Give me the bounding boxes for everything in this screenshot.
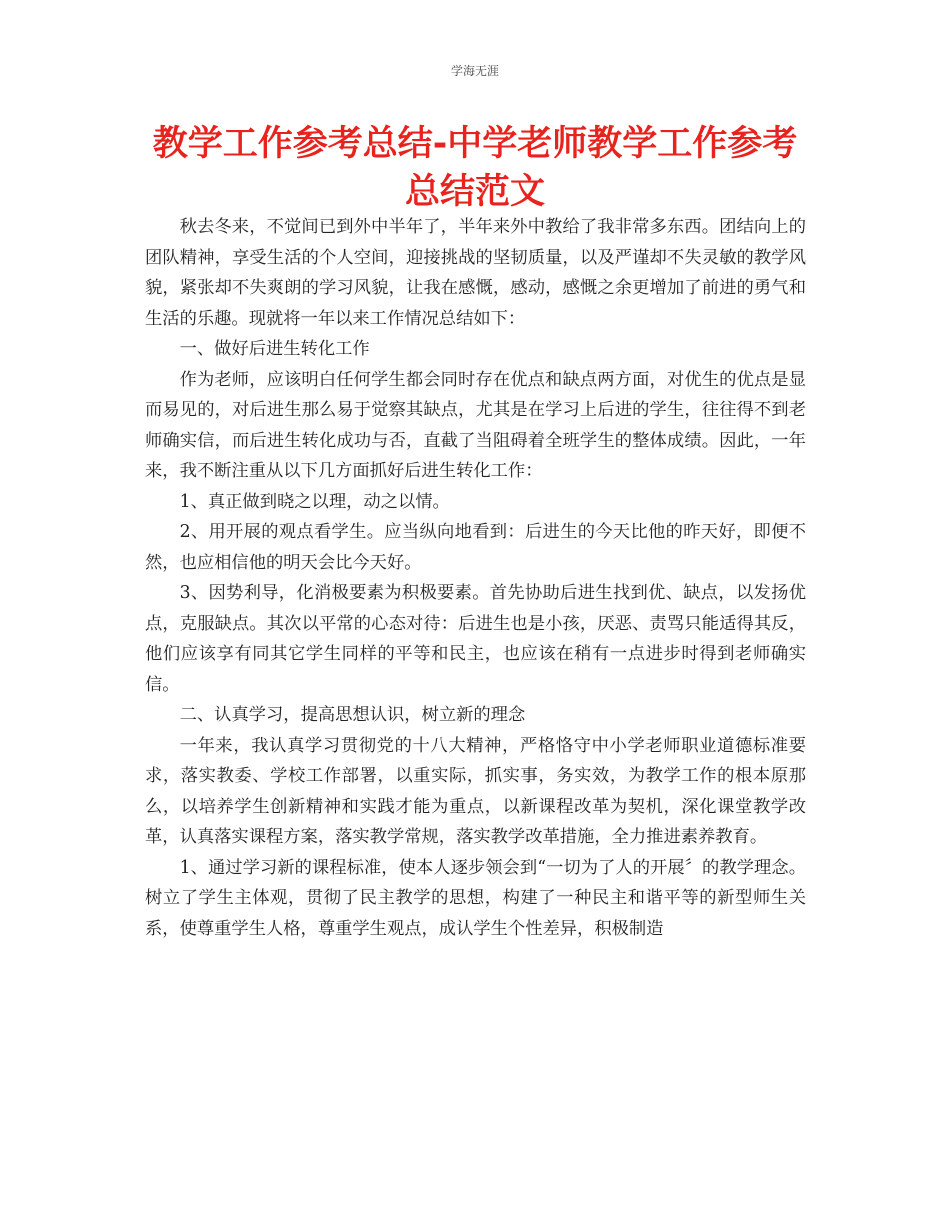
list-item: 1、通过学习新的课程标准，使本人逐步领会到“一切为了人的开展〞的教学理念。树立了学生主体观，贯彻了民主教学的思想，构建了一种民主和谐平等的新型师生关系，使尊重学生人格，尊重学生观点，成认学生个性差异，积极制造: [145, 857, 806, 939]
list-item: 2、用开展的观点看学生。应当纵向地看到：后进生的今天比他的昨天好，即便不然，也应相信他的明天会比今天好。: [145, 522, 806, 573]
paragraph: 一年来，我认真学习贯彻党的十八大精神，严格恪守中小学老师职业道德标准要求，落实教委、学校工作部署，以重实际，抓实事，务实效，为教学工作的根本原那么，以培养学生创新精神和实践才能为重点，以新课程改革为契机，深化课堂教学改革，认真落实课程方案，落实教学常规，落实教学改革措施，全力推进素养教育。: [145, 735, 806, 847]
document-body: [145, 212, 806, 944]
page-header: 学海无涯: [450, 64, 499, 78]
section-heading-1: 一、做好后进生转化工作: [179, 339, 370, 359]
paragraph-intro: 秋去冬来，不觉间已到外中半年了，半年来外中教给了我非常多东西。团结向上的团队精神，享受生活的个人空间，迎接挑战的坚韧质量，以及严谨却不失灵敏的教学风貌，紧张却不失爽朗的学习风貌，让我在感慨，感动，感慨之余更增加了前进的勇气和生活的乐趣。现就将一年以来工作情况总结如下：: [145, 217, 806, 329]
document-title: 教学工作参考总结-中学老师教学工作参考总结范文: [152, 124, 798, 212]
list-item: 1、真正做到晓之以理，动之以情。: [179, 491, 450, 512]
paragraph: 作为老师，应该明白任何学生都会同时存在优点和缺点两方面，对优生的优点是显而易见的，对后进生那么易于觉察其缺点，尤其是在学习上后进的学生，往往得不到老师确实信，而后进生转化成功与否，直截了当阻碍着全班学生的整体成绩。因此，一年来，我不断注重从以下几方面抓好后进生转化工作：: [145, 369, 806, 481]
list-item: 3、因势利导，化消极要素为积极要素。首先协助后进生找到优、缺点，以发扬优点，克服缺点。其次以平常的心态对待：后进生也是小孩，厌恶、责骂只能适得其反，他们应该享有同其它学生同样的平等和民主，也应该在稍有一点进步时得到老师确实信。: [145, 583, 806, 695]
section-heading-2: 二、认真学习，提高思想认识，树立新的理念: [179, 705, 526, 725]
